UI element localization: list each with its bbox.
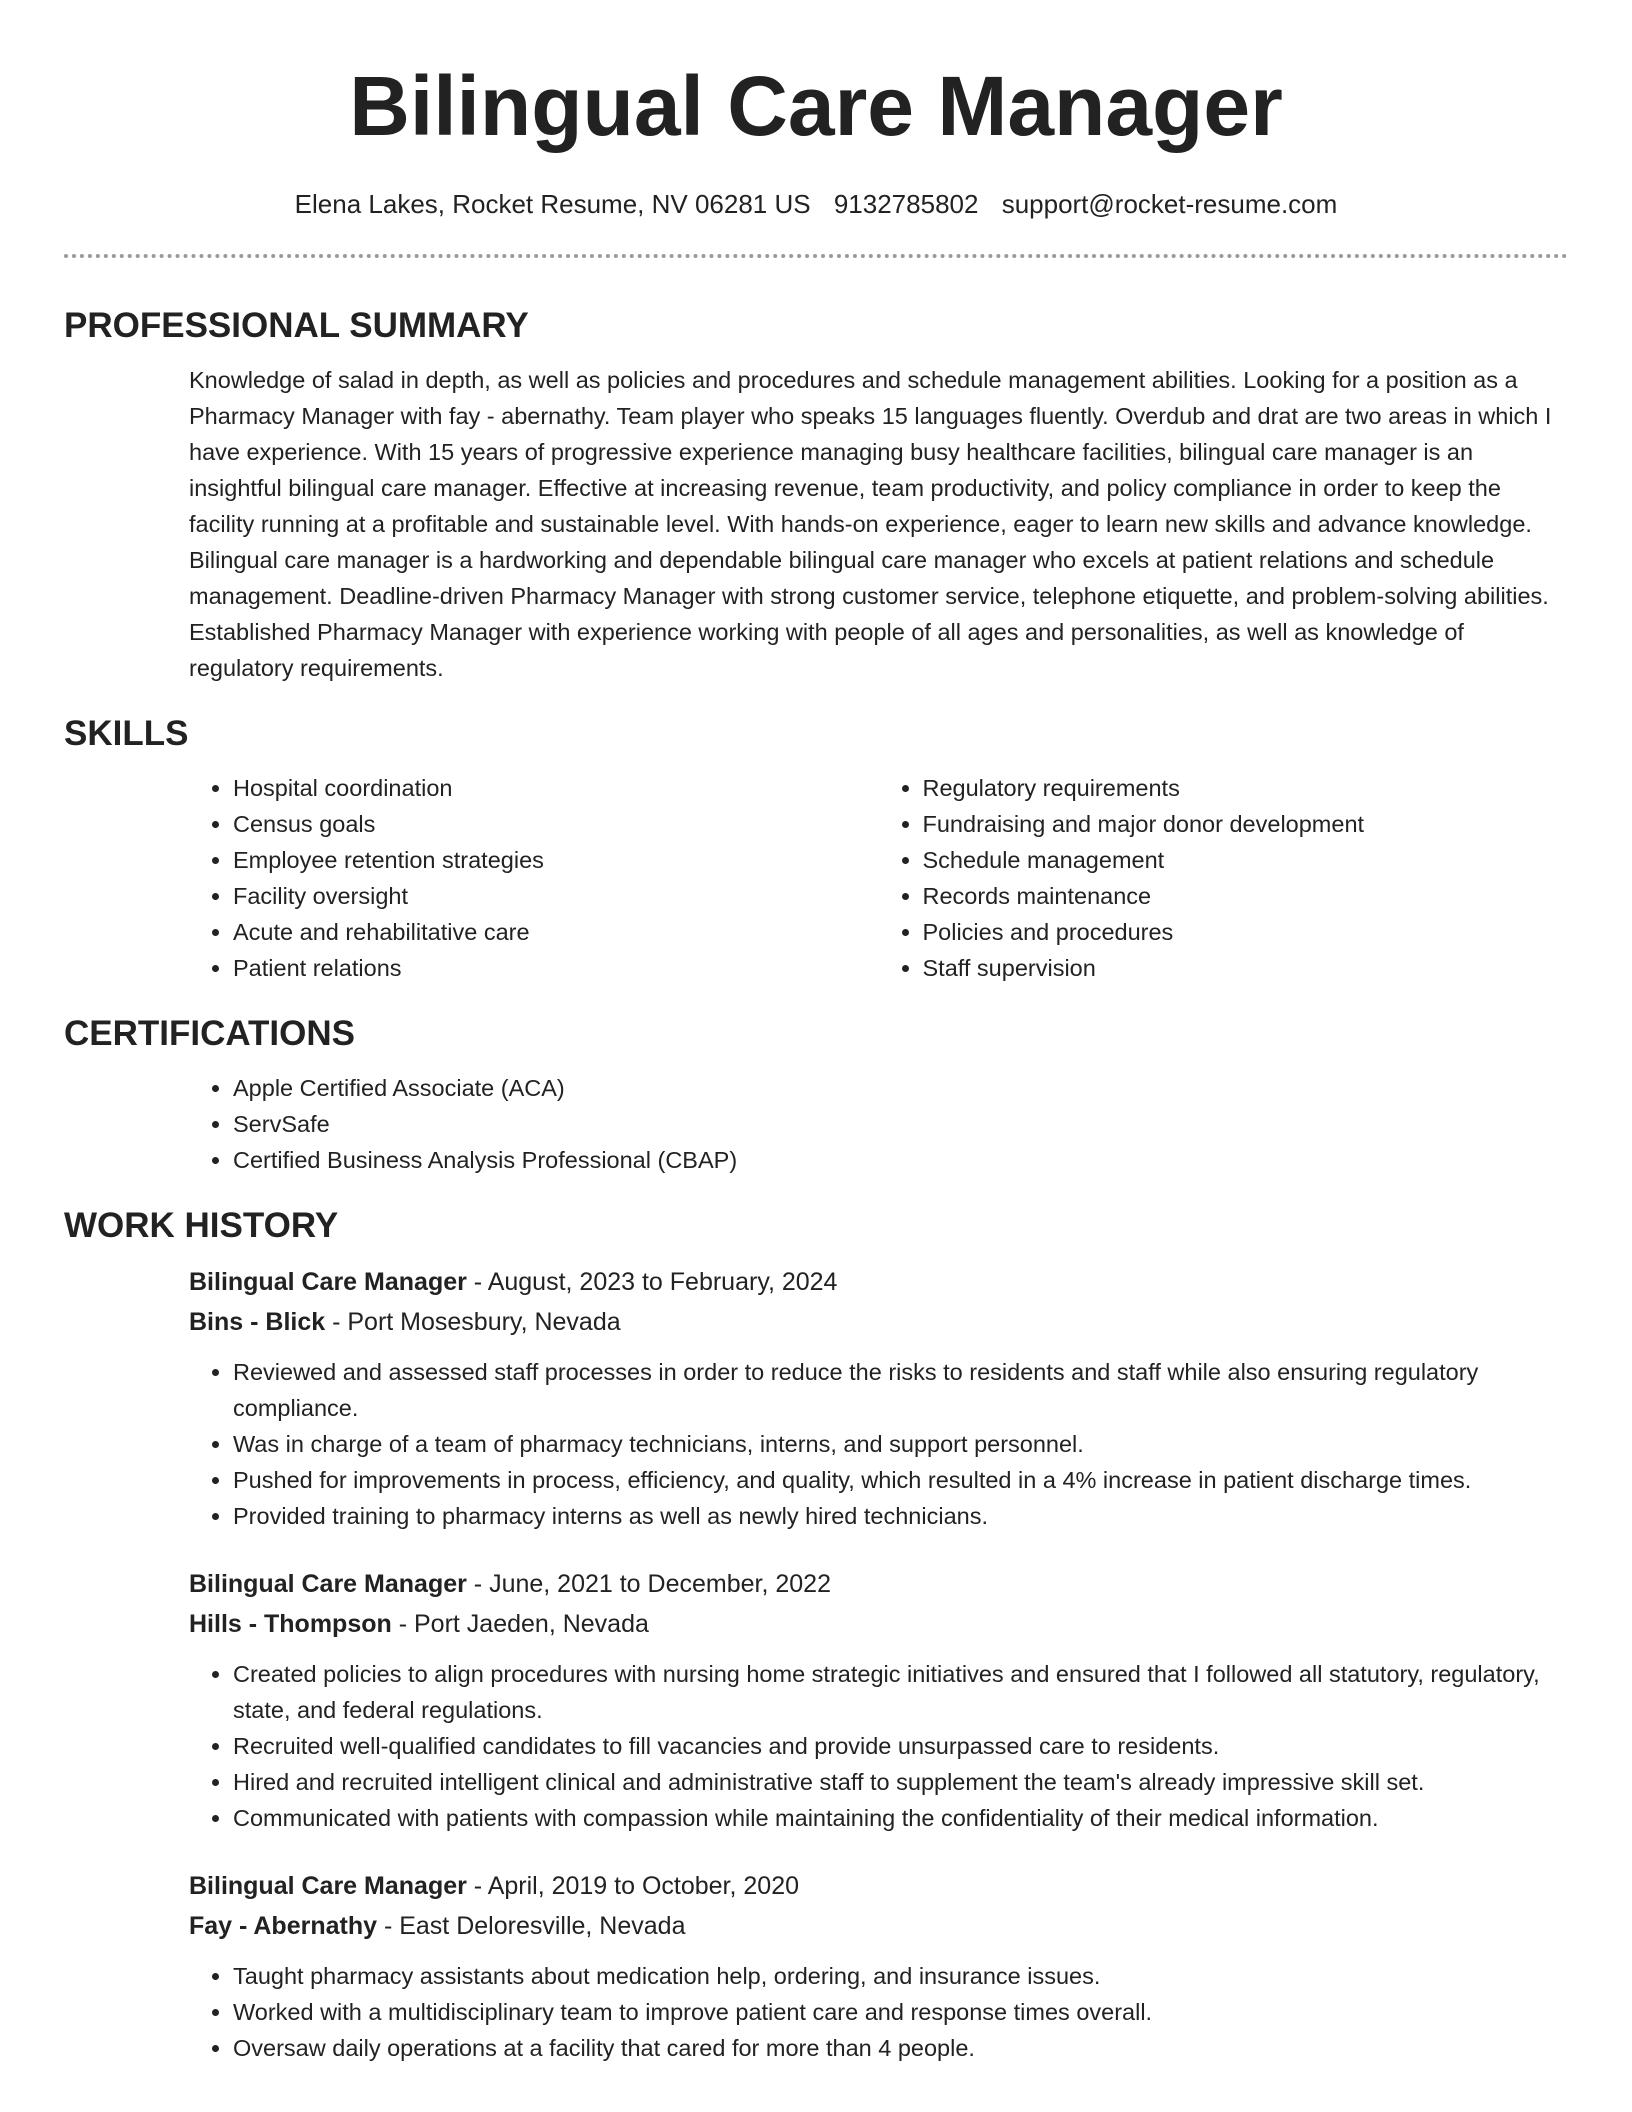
job-company-line xyxy=(189,1604,1568,1644)
job-entry xyxy=(189,1262,1568,1534)
header-divider xyxy=(64,254,1568,258)
job-location: - East Deloresville, Nevada xyxy=(377,1912,686,1940)
skill-item: • Employee retention strategies xyxy=(233,842,879,878)
job-dates: - April, 2019 to October, 2020 xyxy=(466,1872,800,1900)
job-company-line xyxy=(189,1906,1568,1946)
certification-item: • ServSafe xyxy=(233,1106,1568,1142)
job-location: - Port Jaeden, Nevada xyxy=(391,1610,649,1638)
skill-item: • Hospital coordination xyxy=(233,770,879,806)
job-bullets xyxy=(189,1958,1568,2066)
job-bullet: • Reviewed and assessed staff processes in order to reduce the risks to residents and staff while also ensuring regulatory compliance. xyxy=(233,1354,1568,1426)
job-role-line xyxy=(189,1866,1568,1906)
contact-phone: 9132785802 xyxy=(833,189,979,219)
certifications-list xyxy=(189,1070,1568,1178)
job-bullet: • Taught pharmacy assistants about medication help, ordering, and insurance issues. xyxy=(233,1958,1568,1994)
skills-list-right xyxy=(879,770,1569,986)
job-location: - Port Mosesbury, Nevada xyxy=(325,1308,621,1336)
job-bullet: • Recruited well-qualified candidates to fill vacancies and provide unsurpassed care to residents. xyxy=(233,1728,1568,1764)
skills-heading: SKILLS xyxy=(64,714,189,753)
job-role: Bilingual Care Manager xyxy=(189,1268,467,1296)
job-role-line xyxy=(189,1262,1568,1302)
certification-item: • Certified Business Analysis Professional (CBAP) xyxy=(233,1142,1568,1178)
certification-item: • Apple Certified Associate (ACA) xyxy=(233,1070,1568,1106)
job-role: Bilingual Care Manager xyxy=(189,1872,467,1900)
job-entry xyxy=(189,1866,1568,2066)
contact-email: support@rocket-resume.com xyxy=(1001,189,1338,219)
job-bullet: • Was in charge of a team of pharmacy technicians, interns, and support personnel. xyxy=(233,1426,1568,1462)
skill-item: • Acute and rehabilitative care xyxy=(233,914,879,950)
summary-heading: PROFESSIONAL SUMMARY xyxy=(64,306,529,345)
skill-item: • Staff supervision xyxy=(923,950,1569,986)
job-company-line xyxy=(189,1302,1568,1342)
job-company: Bins - Blick xyxy=(189,1308,326,1336)
contact-line xyxy=(64,186,1568,222)
summary-section xyxy=(189,362,1568,686)
skill-item: • Schedule management xyxy=(923,842,1569,878)
job-bullet: • Communicated with patients with compassion while maintaining the confidentiality of their medical information. xyxy=(233,1800,1568,1836)
skills-section xyxy=(189,770,1568,986)
job-role-line xyxy=(189,1564,1568,1604)
job-bullet: • Worked with a multidisciplinary team to improve patient care and response times overall. xyxy=(233,1994,1568,2030)
skills-grid xyxy=(189,770,1568,986)
work-history-heading: WORK HISTORY xyxy=(64,1206,339,1245)
job-company: Hills - Thompson xyxy=(189,1610,392,1638)
summary-text: Knowledge of salad in depth, as well as policies and procedures and schedule management abilities. Looking for a position as a Pharmacy Manager with fay - abernathy. Team player who speaks 15 languages fluently. Overdub and drat are two areas in which I have experience. With 15 years of progressive experience managing busy healthcare facilities, bilingual care manager is an insightful bilingual care manager. Effective at increasing revenue, team productivity, and policy compliance in order to keep the facility running at a profitable and sustainable level. With hands-on experience, eager to learn new skills and advance knowledge. Bilingual care manager is a hardworking and dependable bilingual care manager who excels at patient relations and schedule management. Deadline-driven Pharmacy Manager with strong customer service, telephone etiquette, and problem-solving abilities. Established Pharmacy Manager with experience working with people of all ages and personalities, as well as knowledge of regulatory requirements. xyxy=(189,367,1552,681)
skill-item: • Census goals xyxy=(233,806,879,842)
job-role: Bilingual Care Manager xyxy=(189,1570,467,1598)
job-company: Fay - Abernathy xyxy=(189,1912,378,1940)
job-bullet: • Hired and recruited intelligent clinical and administrative staff to supplement the team's already impressive skill set. xyxy=(233,1764,1568,1800)
skill-item: • Patient relations xyxy=(233,950,879,986)
skill-item: • Fundraising and major donor development xyxy=(923,806,1569,842)
certifications-section xyxy=(189,1070,1568,1178)
skills-list-left xyxy=(189,770,879,986)
job-dates: - August, 2023 to February, 2024 xyxy=(466,1268,838,1296)
skill-item: • Records maintenance xyxy=(923,878,1569,914)
resume-title: Bilingual Care Manager xyxy=(349,59,1283,153)
job-entry xyxy=(189,1564,1568,1836)
skill-item: • Policies and procedures xyxy=(923,914,1569,950)
skill-item: • Regulatory requirements xyxy=(923,770,1569,806)
job-bullets xyxy=(189,1354,1568,1534)
skill-item: • Facility oversight xyxy=(233,878,879,914)
job-bullet: • Oversaw daily operations at a facility that cared for more than 4 people. xyxy=(233,2030,1568,2066)
contact-address: Elena Lakes, Rocket Resume, NV 06281 US xyxy=(294,189,811,219)
job-bullet: • Pushed for improvements in process, efficiency, and quality, which resulted in a 4% increase in patient discharge times. xyxy=(233,1462,1568,1498)
certifications-heading: CERTIFICATIONS xyxy=(64,1014,356,1053)
job-bullet: • Created policies to align procedures with nursing home strategic initiatives and ensured that I followed all statutory, regulatory, state, and federal regulations. xyxy=(233,1656,1568,1728)
work-history-section xyxy=(189,1262,1568,2066)
job-bullet: • Provided training to pharmacy interns as well as newly hired technicians. xyxy=(233,1498,1568,1534)
job-bullets xyxy=(189,1656,1568,1836)
job-dates: - June, 2021 to December, 2022 xyxy=(466,1570,831,1598)
